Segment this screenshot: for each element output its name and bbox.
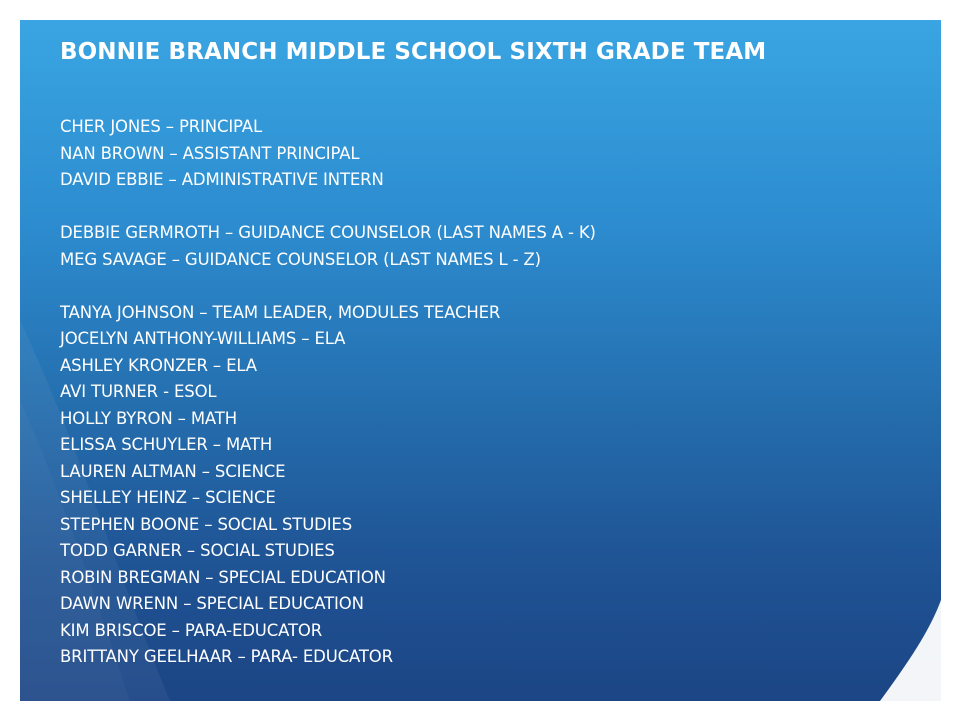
list-item: TODD GARNER – SOCIAL STUDIES [60, 541, 335, 560]
slide-content [60, 36, 920, 671]
administration-list [60, 114, 920, 194]
list-item: LAUREN ALTMAN – SCIENCE [60, 461, 286, 481]
list-item: STEPHEN BOONE – SOCIAL STUDIES [60, 514, 353, 534]
list-item: MEG SAVAGE – GUIDANCE COUNSELOR (LAST NAMES L - Z) [60, 249, 541, 269]
list-item: DAVID EBBIE – ADMINISTRATIVE INTERN [60, 170, 384, 189]
list-item: DAWN WRENN – SPECIAL EDUCATION [60, 594, 364, 613]
list-item: ROBIN BREGMAN – SPECIAL EDUCATION [60, 567, 386, 587]
list-item: ASHLEY KRONZER – ELA [60, 355, 257, 375]
list-item: CHER JONES – PRINCIPAL [60, 117, 262, 136]
list-item: AVI TURNER - ESOL [60, 382, 217, 401]
list-item: BRITTANY GEELHAAR – PARA- EDUCATOR [60, 647, 393, 666]
list-item: KIM BRISCOE – PARA-EDUCATOR [60, 620, 323, 640]
list-item: TANYA JOHNSON – TEAM LEADER, MODULES TEACHER [60, 302, 501, 322]
staff-list [60, 300, 920, 671]
slide-title: BONNIE BRANCH MIDDLE SCHOOL SIXTH GRADE TEAM [60, 39, 767, 65]
guidance-list [60, 220, 920, 273]
list-item: JOCELYN ANTHONY-WILLIAMS – ELA [60, 329, 346, 348]
list-item: HOLLY BYRON – MATH [60, 408, 237, 428]
list-item: NAN BROWN – ASSISTANT PRINCIPAL [60, 143, 360, 163]
list-item: ELISSA SCHUYLER – MATH [60, 435, 273, 454]
list-item: SHELLEY HEINZ – SCIENCE [60, 488, 276, 507]
slide-panel [20, 20, 941, 701]
list-item: DEBBIE GERMROTH – GUIDANCE COUNSELOR (LAST NAMES A - K) [60, 223, 596, 242]
